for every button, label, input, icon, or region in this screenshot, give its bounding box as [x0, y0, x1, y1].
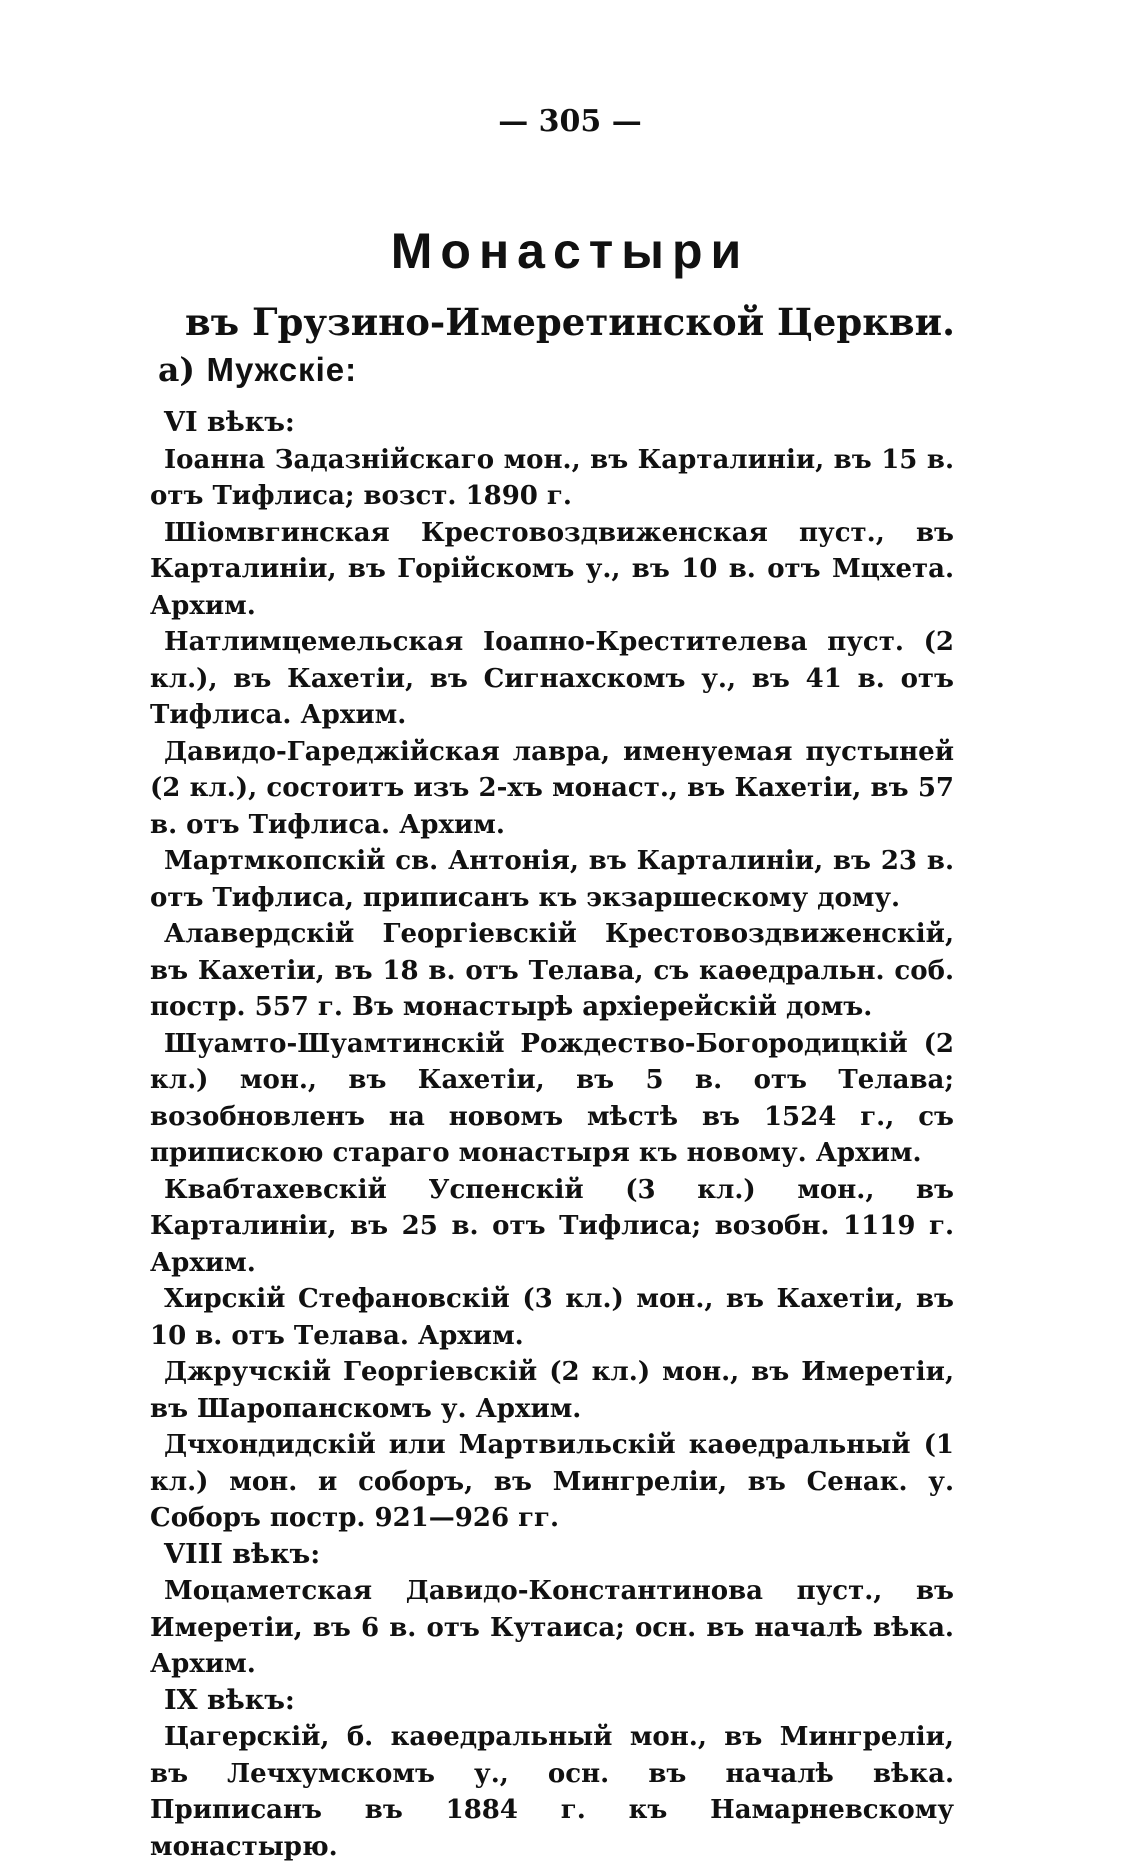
century-heading: IX вѣкъ:: [164, 1684, 295, 1716]
monastery-entry: Шуамто-Шуамтинскій Рождество-Богородицкій (2 кл.) мон., въ Кахетіи, въ 5 в. отъ Телава; возобновленъ на новомъ мѣстѣ въ 1524 г., съ припискою стараго монастыря къ новому. Архим.: [150, 1028, 954, 1168]
monastery-entry: Джручскій Георгіевскій (2 кл.) мон., въ Имеретіи, въ Шаропанскомъ у. Архим.: [150, 1357, 954, 1424]
page-title: Монастыри: [390, 223, 750, 279]
century-heading: VI вѣкъ:: [164, 407, 295, 438]
monastery-entry: Моцаметская Давидо-Константинова пуст., въ Имеретіи, въ 6 в. отъ Кутаиса; осн. въ началѣ вѣка. Архим.: [150, 1576, 954, 1679]
section-heading: [158, 350, 357, 389]
section-label: Мужскіе:: [206, 351, 358, 388]
monastery-entry: Іоанна Задазнійскаго мон., въ Карталиніи, въ 15 в. отъ Тифлиса; возст. 1890 г.: [150, 444, 954, 511]
monastery-entry: Шіомвгинская Крестовоздвиженская пуст., въ Карталиніи, въ Горійскомъ у., въ 10 в. отъ Мцхета. Архим.: [150, 517, 954, 621]
monastery-entry: Натлимцемельская Іоапно-Крестителева пуст. (2 кл.), въ Кахетіи, въ Сигнахскомъ у., въ 41 в. отъ Тифлиса. Архим.: [150, 627, 954, 730]
monastery-entry: Дчхондидскій или Мартвильскій каѳедральный (1 кл.) мон. и соборъ, въ Мингреліи, въ Сенак. у. Соборъ постр. 921—926 гг.: [150, 1430, 954, 1533]
monastery-entry: Цагерскій, б. каѳедральный мон., въ Мингреліи, въ Лечхумскомъ у., осн. въ началѣ вѣка. Приписанъ въ 1884 г. къ Намарневскому монастырю.: [150, 1722, 954, 1862]
monastery-entry: Алавердскій Георгіевскій Крестовоздвиженскій, въ Кахетіи, въ 18 в. отъ Телава, съ каѳедральн. соб. постр. 557 г. Въ монастырѣ архіерейскій домъ.: [150, 919, 954, 1022]
century-heading: VIII вѣкъ:: [164, 1538, 321, 1570]
monastery-entry: Мартмкопскій св. Антонія, въ Карталиніи, въ 23 в. отъ Тифлиса, приписанъ къ экзаршескому дому.: [150, 846, 954, 913]
monastery-entry: Квабтахевскій Успенскій (3 кл.) мон., въ Карталиніи, въ 25 в. отъ Тифлиса; возобн. 1119 г. Архим.: [150, 1174, 954, 1278]
section-marker: а): [158, 350, 195, 389]
monastery-entry: Давидо-Гареджійская лавра, именуемая пустыней (2 кл.), состоитъ изъ 2-хъ монаст., въ Кахетіи, въ 57 в. отъ Тифлиса. Архим.: [150, 736, 954, 840]
monastery-list: [150, 405, 954, 1865]
monastery-entry: Хирскій Стефановскій (3 кл.) мон., въ Кахетіи, въ 10 в. отъ Телава. Архим.: [150, 1284, 954, 1351]
page-subtitle: въ Грузино-Имеретинской Церкви.: [185, 300, 955, 344]
page-number: — 305 —: [498, 104, 642, 139]
